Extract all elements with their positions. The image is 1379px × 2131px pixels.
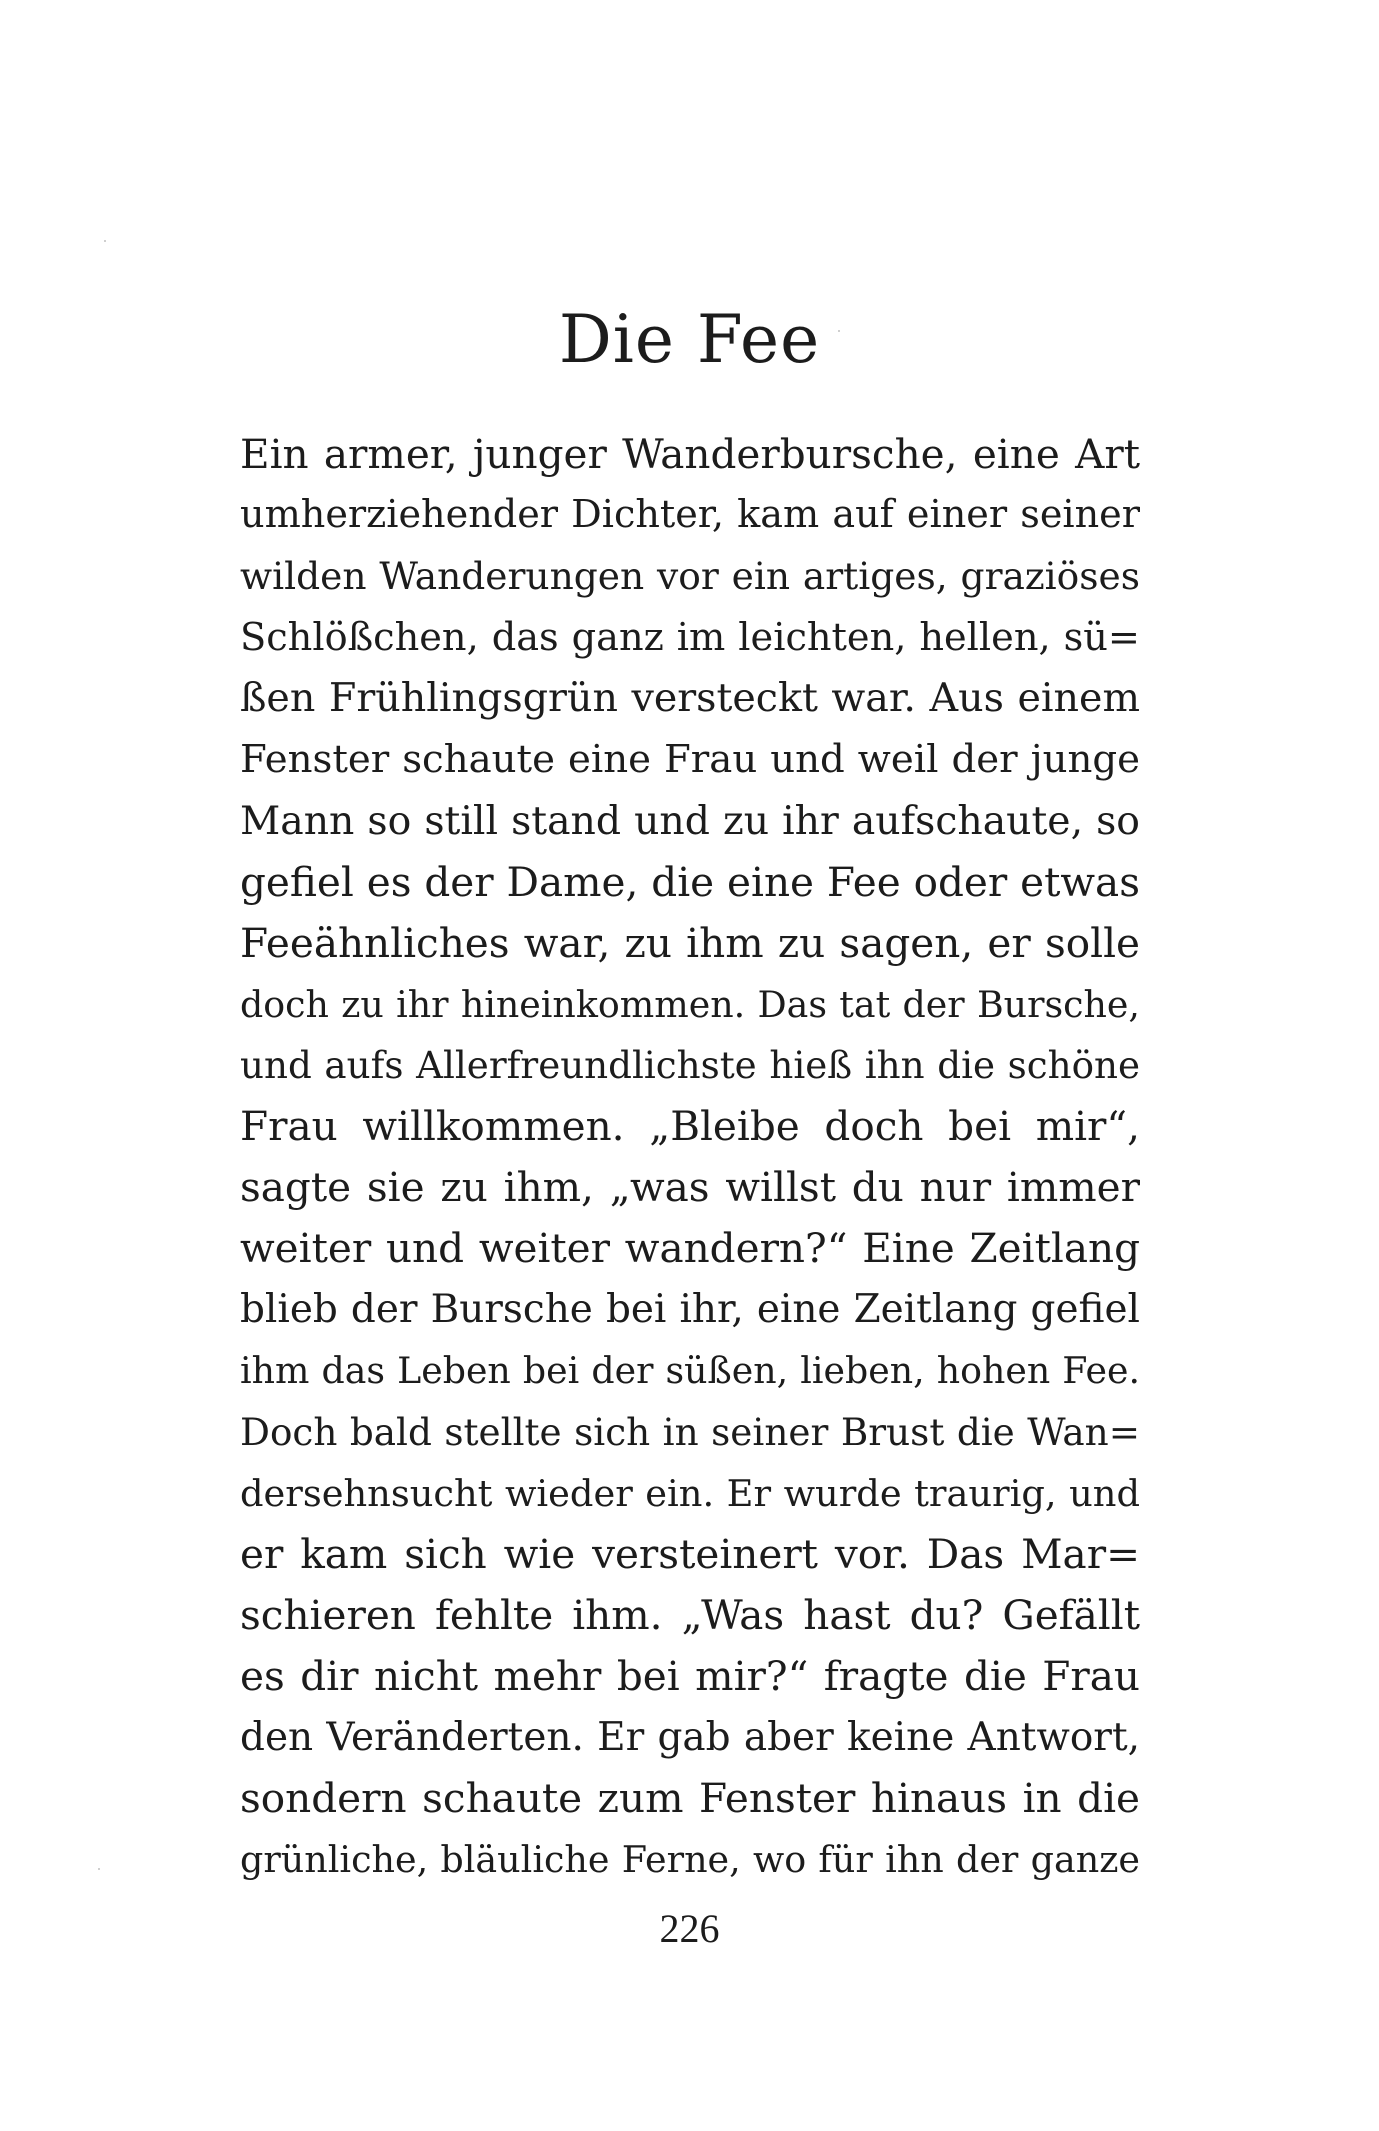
chapter-title: Die Fee [558, 301, 821, 378]
text-line: dersehnsucht wieder ein. Er wurde traurig, und [240, 1471, 1140, 1515]
text-line: doch zu ihr hineinkommen. Das tat der Bursche, [240, 982, 1140, 1026]
text-line: Mann so still stand und zu ihr aufschaute, so [240, 797, 1140, 844]
text-line: gefiel es der Dame, die eine Fee oder etwas [240, 857, 1140, 906]
text-line: ihm das Leben bei der süßen, lieben, hohen Fee. [240, 1349, 1140, 1393]
text-line: ßen Frühlingsgrün versteckt war. Aus einem [240, 675, 1140, 722]
text-line: Frau willkommen. „Bleibe doch bei mir“, [240, 1102, 1140, 1151]
text-line: wilden Wanderungen vor ein artiges, graziöses [240, 554, 1140, 599]
text-line: grünliche, bläuliche Ferne, wo für ihn der ganze [240, 1838, 1140, 1882]
text-line: den Veränderten. Er gab aber keine Antwort, [240, 1714, 1140, 1760]
text-line: sagte sie zu ihm, „was willst du nur immer [240, 1163, 1140, 1212]
paper-speck [104, 240, 106, 242]
text-line: weiter und weiter wandern?“ Eine Zeitlang [240, 1224, 1140, 1273]
text-line: Schlößchen, das ganz im leichten, hellen, sü= [240, 615, 1140, 661]
text-line: Fenster schaute eine Frau und weil der junge [240, 737, 1140, 783]
text-line: Doch bald stellte sich in seiner Brust die Wan= [240, 1409, 1140, 1454]
text-line: es dir nicht mehr bei mir?“ fragte die Frau [240, 1651, 1140, 1700]
text-line: Feeähnliches war, zu ihm zu sagen, er solle [240, 918, 1140, 967]
paper-speck [98, 1868, 100, 1870]
text-line: schieren fehlte ihm. „Was hast du? Gefällt [240, 1590, 1140, 1639]
text-line: umherziehender Dichter, kam auf einer seiner [240, 493, 1140, 538]
text-line: Ein armer, junger Wanderbursche, eine Art [240, 430, 1140, 478]
body-text [240, 424, 1140, 1890]
page-number: 226 [659, 1906, 720, 1951]
text-line: blieb der Bursche bei ihr, eine Zeitlang gefiel [240, 1287, 1140, 1333]
text-line: und aufs Allerfreundlichste hieß ihn die schöne [240, 1042, 1140, 1087]
text-line: er kam sich wie versteinert vor. Das Mar= [240, 1529, 1140, 1578]
text-line: sondern schaute zum Fenster hinaus in die [240, 1774, 1140, 1823]
